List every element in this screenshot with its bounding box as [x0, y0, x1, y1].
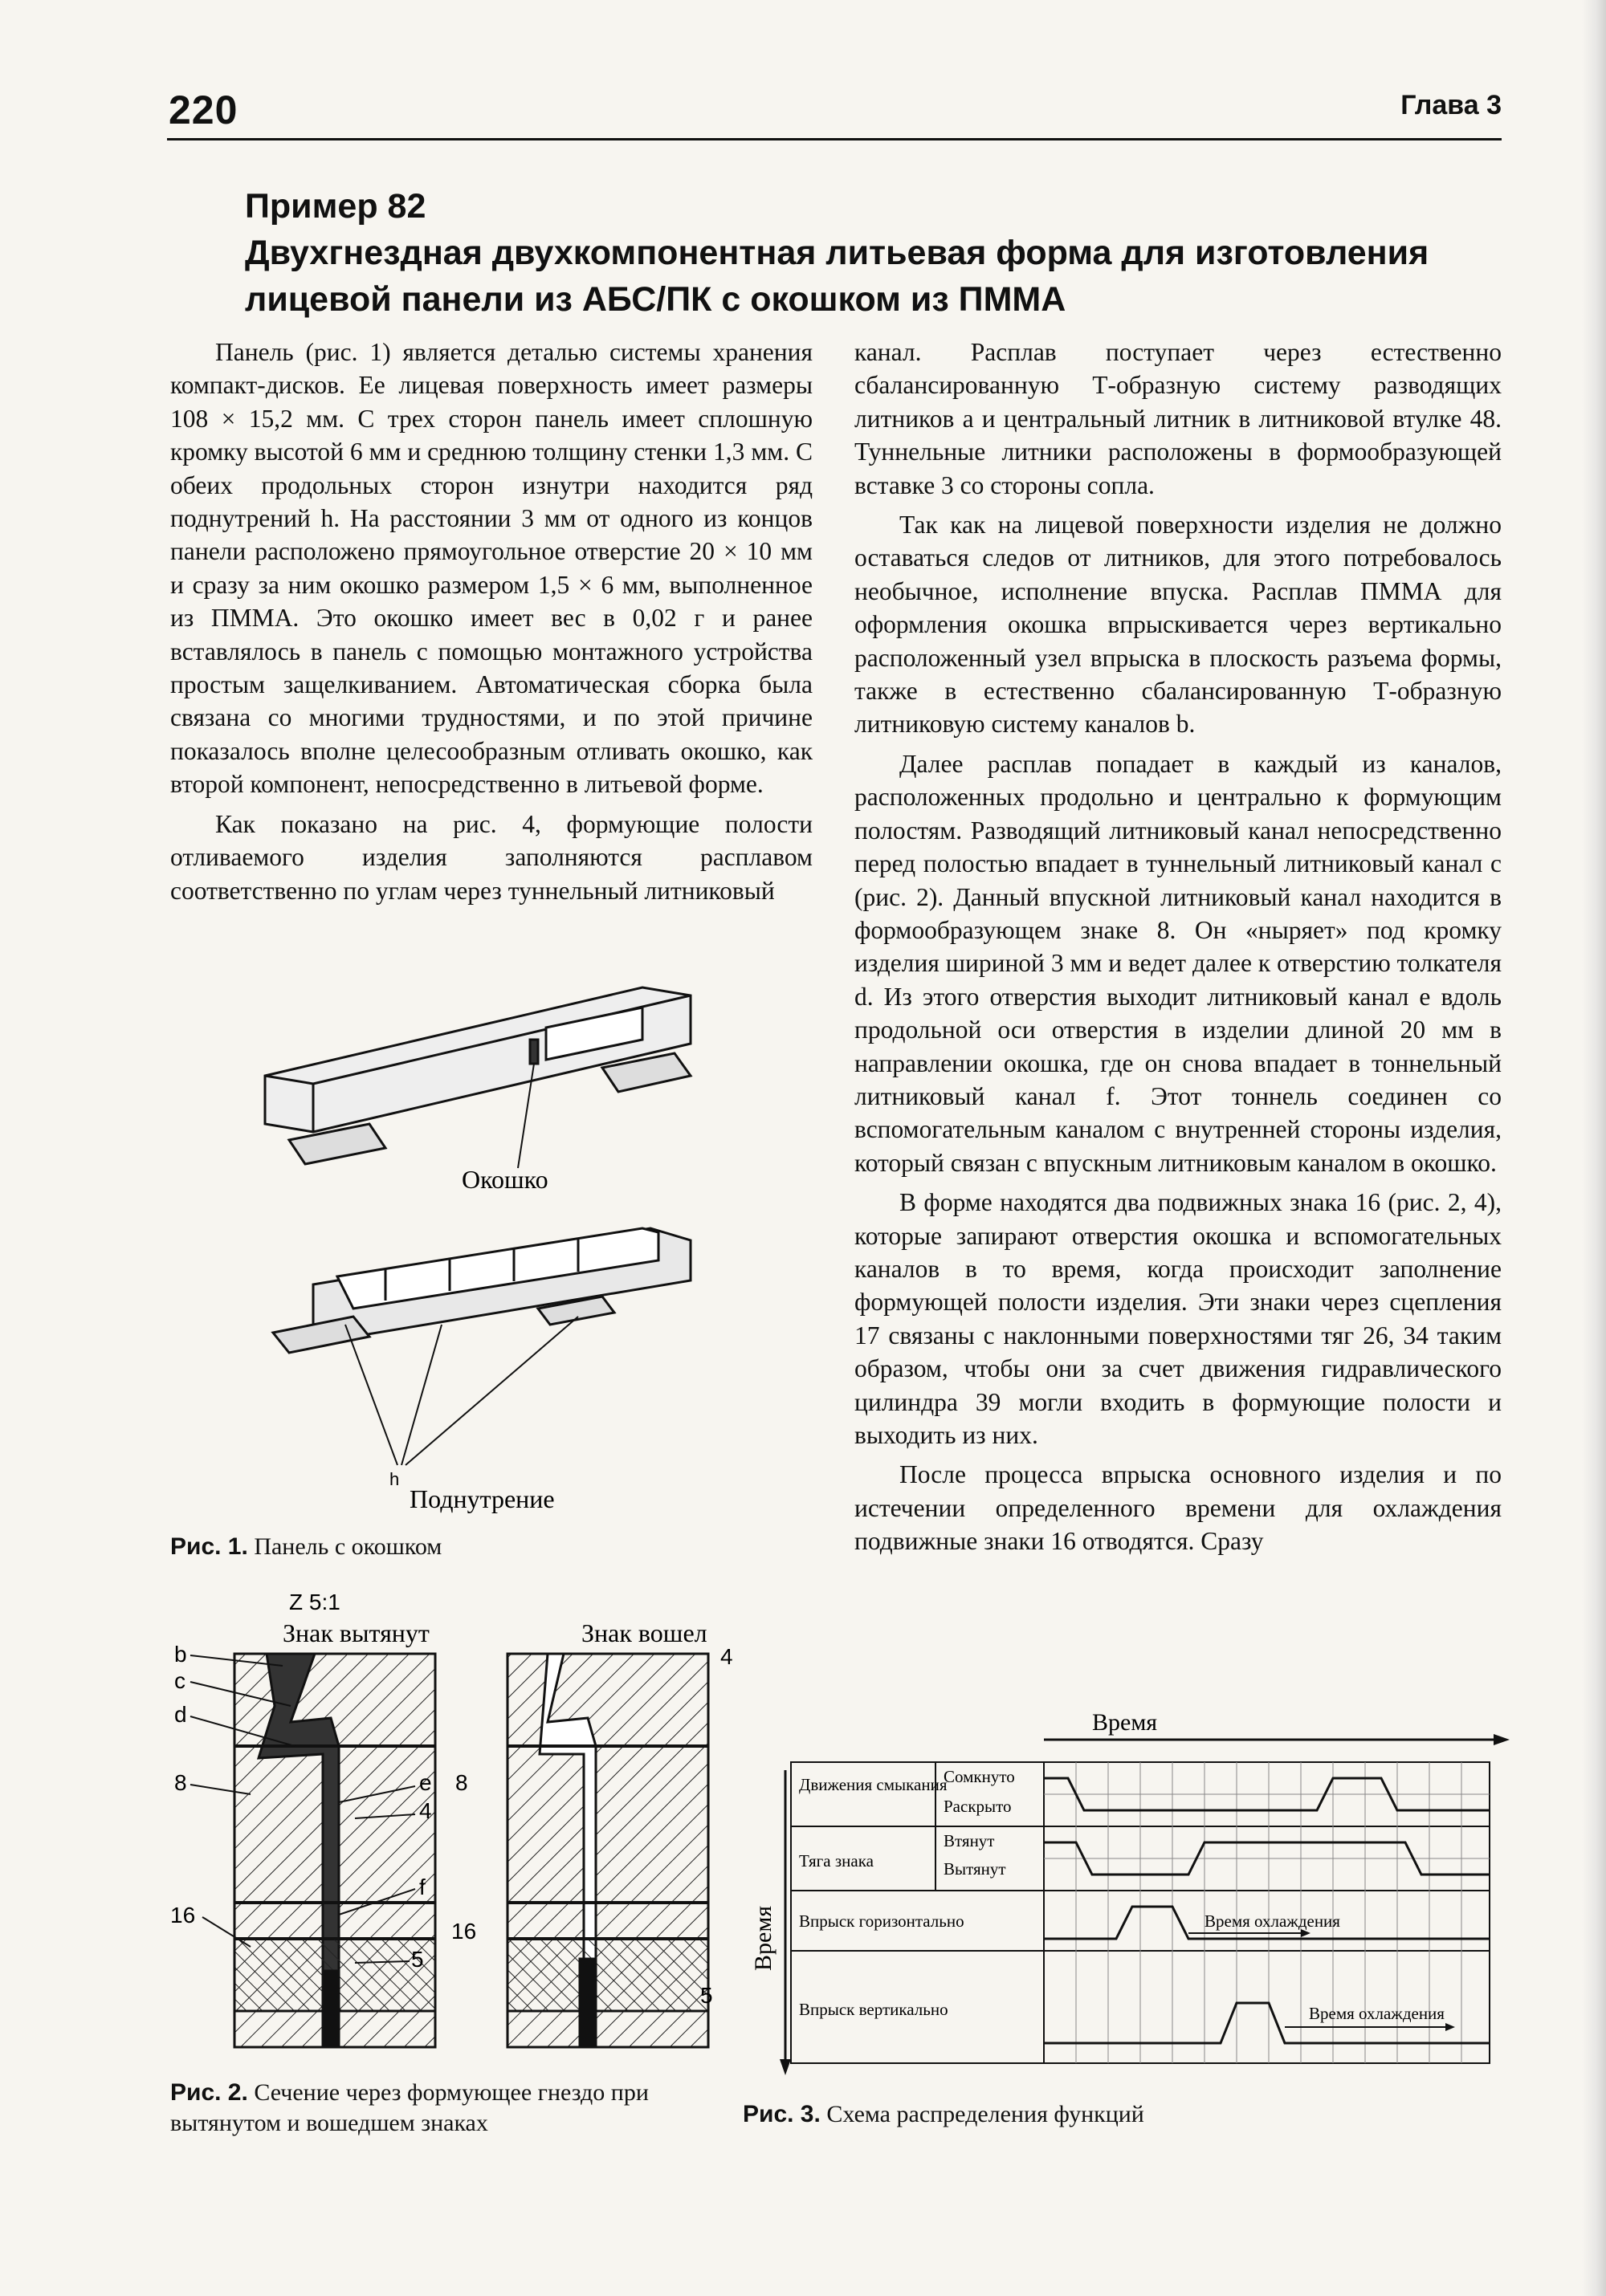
- figure-2-caption: [170, 2078, 732, 2139]
- paragraph: Как показано на рис. 4, формующие полости отливаемого изделия заполняются расплавом соответственно по углам через туннельный литниковый: [170, 809, 813, 905]
- page-number: 220: [169, 88, 238, 132]
- label-b: b: [174, 1642, 187, 1667]
- state-extended: Вытянут: [944, 1859, 1006, 1879]
- figure-3-timing-diagram: [739, 1706, 1510, 2075]
- figure-2-cross-section: [170, 1586, 748, 2067]
- label-c: c: [174, 1668, 185, 1693]
- example-title: [245, 183, 1498, 323]
- caption-number: Рис. 3.: [743, 2101, 821, 2127]
- title-line-2: Двухгнездная двухкомпонентная литьевая форма для изготовления: [245, 234, 1429, 272]
- caption-text: Сечение через формующее гнездо при вытянутом и вошедшем знаках: [170, 2079, 649, 2136]
- time-axis-label: Время: [1092, 1709, 1158, 1736]
- vertical-time-label: Время: [750, 1905, 777, 1971]
- row-label-closing: Движения смыкания: [799, 1775, 948, 1794]
- paragraph: Так как на лицевой поверхности изделия не должно оставаться следов от литников, для этого потребовалось необычное, исполнение впуска. Расплав ПММА для оформления окошка впрыскивается через вертикально расположенный узел впрыска в плоскость разъема формы, также в естественно сбалансированную Т-образную литниковую систему каналов b.: [854, 511, 1502, 739]
- title-line-3: лицевой панели из АБС/ПК с окошком из ПММА: [245, 280, 1066, 319]
- cooling-time-label-2: Время охлаждения: [1309, 2004, 1445, 2023]
- state-retracted: Втянут: [944, 1831, 995, 1850]
- caption-number: Рис. 1.: [170, 1533, 248, 1560]
- label-5: 5: [411, 1947, 424, 1972]
- label-4-right: 4: [720, 1644, 733, 1669]
- label-f: f: [419, 1875, 426, 1899]
- row-label-core-pull: Тяга знака: [799, 1851, 874, 1871]
- label-16-right: 16: [451, 1919, 477, 1944]
- paragraph: Панель (рис. 1) является деталью системы хранения компакт-дисков. Ее лицевая поверхность имеет размеры 108 × 15,2 мм. С трех сторон панель имеет сплошную кромку высотой 6 мм и среднюю толщину стенки 1,3 мм. С обеих продольных сторон изнутри находится ряд поднутрений h. На расстоянии 3 мм от одного из концов панели расположено прямоугольное отверстие 20 × 10 мм и сразу за ним окошко размером 1,5 × 6 мм, выполненное из ПММА. Это окошко имеет вес в 0,02 г и ранее вставлялось в панель с помощью монтажного устройства простым защелкиванием. Автоматическая сборка была связана со многими трудностями, и по этой причине показалось вполне целесообразным отливать окошко, как второй компонент, непосредственно в литьевой форме.: [170, 338, 813, 799]
- label-8-right: 8: [455, 1770, 468, 1795]
- label-4: 4: [419, 1798, 432, 1823]
- label-8: 8: [174, 1770, 187, 1795]
- window-label: Окошко: [462, 1165, 548, 1194]
- undercut-label: Поднутрение: [410, 1484, 555, 1513]
- figure-3-caption: [743, 2099, 1144, 2130]
- chapter-label: Глава 3: [1400, 90, 1502, 120]
- label-e: e: [419, 1770, 432, 1795]
- figure-1-panel-drawing: [241, 963, 803, 1525]
- label-5-right: 5: [700, 1983, 713, 2008]
- row-label-horizontal-injection: Впрыск горизонтально: [799, 1911, 964, 1931]
- state-closed: Сомкнуто: [944, 1767, 1015, 1786]
- left-column: [170, 336, 813, 907]
- figure-1-caption: [170, 1532, 442, 1562]
- state-opened: Раскрыто: [944, 1797, 1012, 1816]
- label-16: 16: [170, 1903, 196, 1928]
- cooling-time-label-1: Время охлаждения: [1204, 1911, 1340, 1931]
- label-d: d: [174, 1702, 187, 1727]
- paragraph: В форме находятся два подвижных знака 16 (рис. 2, 4), которые запирают отверстия окошка и вспомогательных каналов в то время, когда происходит заполнение формующей полости изделия. Эти знаки через сцепления 17 связаны с наклонными поверхностями тяг 26, 34 таким образом, чтобы они за счет движения гидравлического цилиндра 39 могли входить в формующие полости и выходить из них.: [854, 1188, 1502, 1449]
- right-section-title: Знак вошел: [581, 1618, 707, 1647]
- header-rule: [167, 138, 1502, 140]
- paragraph: Далее расплав попадает в каждый из каналов, расположенных продольно и центрально к формующим полостям. Разводящий литниковый канал непосредственно перед полостью впадает в туннельный литниковый канал c (рис. 2). Данный впускной литниковый канал находится в формообразующем знаке 8. Он «ныряет» под кромку изделия шириной 3 мм и ведет далее к отверстию толкателя d. Из этого отверстия выходит литниковый канал e вдоль продольной оси отверстия в изделии длиной 20 мм в направлении окошка, где он снова впадает в тоннельный литниковый канал f. Этот тоннель соединен со вспомогательным каналом с внутренней стороны изделия, который связан с впускным литниковым каналом в окошко.: [854, 749, 1502, 1177]
- caption-number: Рис. 2.: [170, 2079, 248, 2106]
- scan-edge-shadow: [1582, 0, 1606, 2296]
- left-section-title: Знак вытянут: [283, 1618, 430, 1647]
- h-label: h: [389, 1469, 400, 1489]
- row-label-vertical-injection: Впрыск вертикально: [799, 2000, 948, 2019]
- paragraph: После процесса впрыска основного изделия и по истечении определенного времени для охлаждения подвижные знаки 16 отводятся. Сразу: [854, 1460, 1502, 1556]
- paragraph: канал. Расплав поступает через естественно сбалансированную Т-образную систему разводящих литников a и центральный литник в литниковой втулке 48. Туннельные литники расположены в формообразующей вставке 3 со стороны сопла.: [854, 338, 1502, 499]
- right-column: [854, 336, 1502, 1558]
- scale-label: Z 5:1: [289, 1590, 340, 1614]
- title-line-1: Пример 82: [245, 187, 426, 226]
- caption-text: Панель с окошком: [247, 1533, 442, 1560]
- caption-text: Схема распределения функций: [820, 2101, 1144, 2127]
